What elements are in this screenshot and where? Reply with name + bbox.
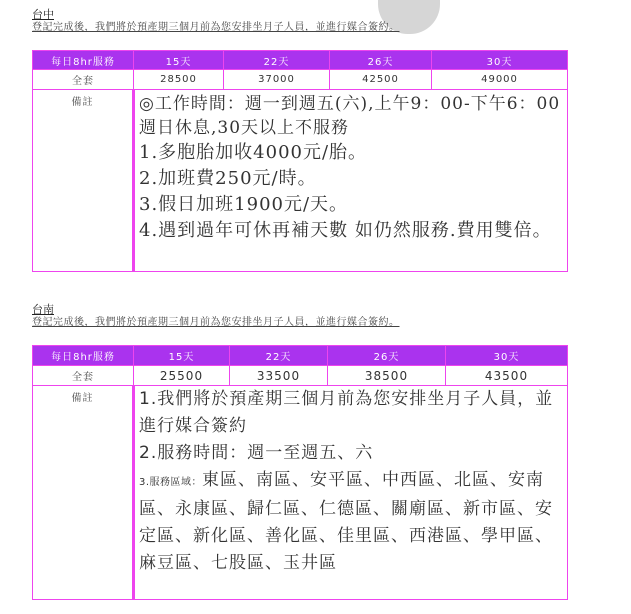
header-15-days: 15天 <box>134 346 230 366</box>
area-list: 東區、南區、安平區、中西區、北區、安南區、永康區、歸仁區、仁德區、關廟區、新市區、安定區、新化區、善化區、佳里區、西港區、學甲區、麻豆區、七股區、玉井區 <box>139 470 553 573</box>
note-line: 週日休息,30天以上不服務 <box>139 118 350 138</box>
notes-cell <box>134 90 568 272</box>
area-label: 3.服務區域： <box>139 477 203 488</box>
header-label: 每日8hr服務 <box>33 51 134 70</box>
note-line: 2.服務時間：週一至週五、六 <box>139 443 374 463</box>
notes-text <box>135 90 567 246</box>
section-subtitle: 登記完成後，我們將於預產期三個月前為您安排坐月子人員，並進行媒合簽約。 <box>32 22 400 33</box>
header-22-days: 22天 <box>224 51 330 70</box>
header-26-days: 26天 <box>328 346 446 366</box>
notes-text <box>135 386 567 577</box>
price-30-days: 43500 <box>446 366 568 386</box>
section-taichung <box>32 8 400 34</box>
note-line: 4.遇到過年可休再補天數 如仍然服務.費用雙倍。 <box>139 220 552 241</box>
price-15-days: 25500 <box>134 366 230 386</box>
header-label: 每日8hr服務 <box>33 346 134 366</box>
price-22-days: 33500 <box>230 366 328 386</box>
table-row <box>33 70 568 90</box>
notes-cell <box>134 386 568 600</box>
table-header-row <box>33 51 568 70</box>
table-row <box>33 366 568 386</box>
header-22-days: 22天 <box>230 346 328 366</box>
section-title: 台南 <box>32 303 54 316</box>
notes-row <box>33 386 568 600</box>
row-label: 全套 <box>33 70 134 90</box>
note-line: 1.我們將於預產期三個月前為您安排坐月子人員，並進行媒合簽約 <box>139 389 554 436</box>
section-tainan <box>32 303 400 329</box>
section-subtitle: 登記完成後，我們將於預產期三個月前為您安排坐月子人員，並進行媒合簽約。 <box>32 317 400 328</box>
price-15-days: 28500 <box>134 70 224 90</box>
header-26-days: 26天 <box>330 51 432 70</box>
note-line: ◎工作時間：週一到週五(六),上午9：00-下午6：00 <box>139 94 561 114</box>
price-22-days: 37000 <box>224 70 330 90</box>
section-title: 台中 <box>32 8 54 21</box>
price-26-days: 42500 <box>330 70 432 90</box>
notes-label: 備註 <box>33 90 134 272</box>
service-areas <box>139 467 563 577</box>
row-label: 全套 <box>33 366 134 386</box>
notes-row <box>33 90 568 272</box>
note-line: 3.假日加班1900元/天。 <box>139 194 349 215</box>
header-30-days: 30天 <box>446 346 568 366</box>
note-line: 2.加班費250元/時。 <box>139 168 317 189</box>
header-30-days: 30天 <box>432 51 568 70</box>
price-26-days: 38500 <box>328 366 446 386</box>
header-15-days: 15天 <box>134 51 224 70</box>
table-header-row <box>33 346 568 366</box>
note-line: 1.多胞胎加收4000元/胎。 <box>139 142 368 163</box>
notes-label: 備註 <box>33 386 134 600</box>
price-table-tainan <box>32 345 568 600</box>
price-30-days: 49000 <box>432 70 568 90</box>
price-table-taichung <box>32 50 568 272</box>
